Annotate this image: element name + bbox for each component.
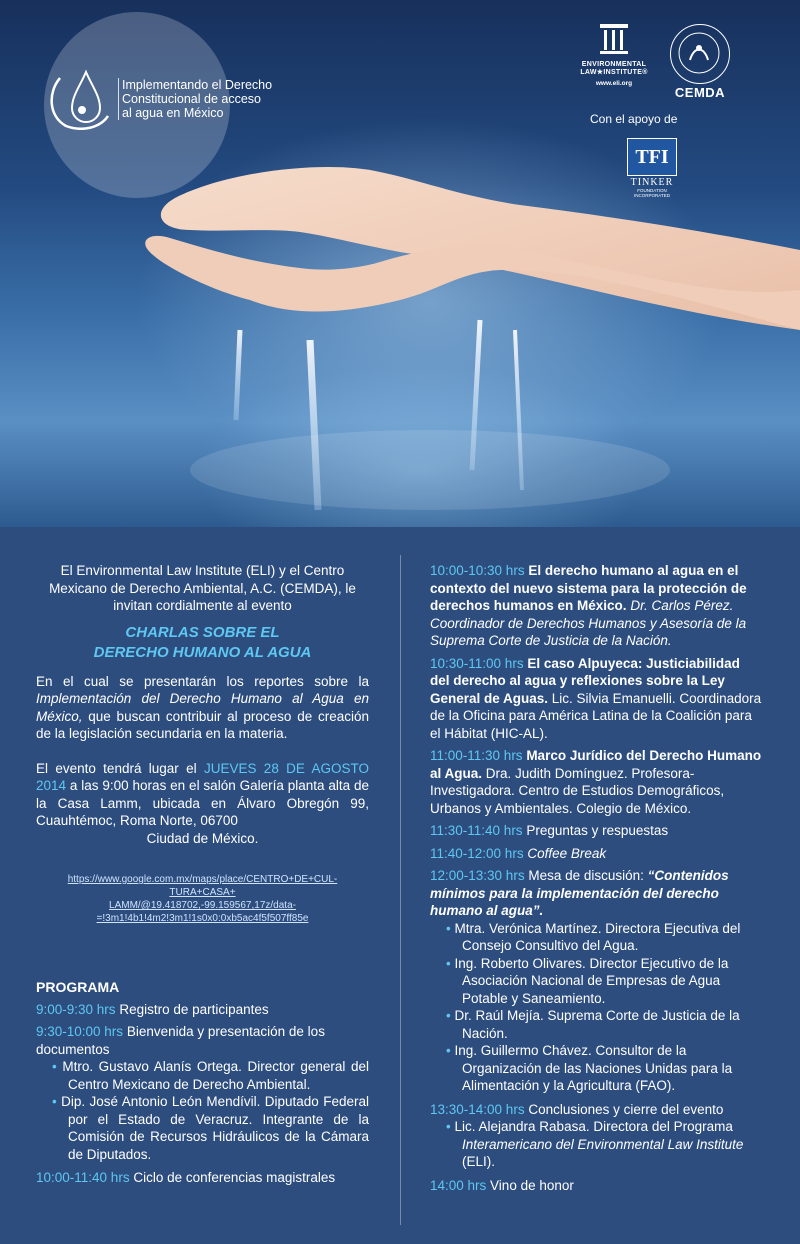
eli-name-line: LAW★INSTITUTE® [580,69,648,76]
left-column [36,562,369,1192]
logo-title-line: Implementando el Derecho [122,78,273,92]
panelist-item: • Ing. Roberto Olivares. Director Ejecutivo de la Asociación Nacional de Empresas de Agua Potable y Saneamiento. [446,955,729,1006]
event-title-line: DERECHO HUMANO AL AGUA [93,643,312,661]
column-icon [594,22,634,56]
eli-url: www.eli.org [595,80,633,87]
program-item: 9:30-10:00 hrs Bienvenida y presentación de los documentos [36,1024,325,1057]
support-text: Con el apoyo de [590,112,678,126]
panelist-item: • Dr. Raúl Mejía. Suprema Corte de Justicia de la Nación. [446,1008,740,1041]
panelist-item: • Ing. Guillermo Chávez. Consultor de la Organización de las Naciones Unidas para la Alimentación y la Agricultura (FAO). [446,1043,733,1093]
event-date: JUEVES 28 DE AGOSTO 2014 [36,760,369,793]
event-title [36,623,369,663]
tfi-name: TINKER [630,177,674,188]
talk-item: 11:00-11:30 hrs Marco Jurídico del Derecho Humano al Agua. Dra. Judith Domínguez. Profesora-Investigadora. Centro de Estudios Demográficos, Urbanos y Ambientales. Colegio de México. [430,748,762,816]
tfi-sub: INCORPORATED [634,193,670,198]
program-item: 13:30-14:00 hrs Conclusiones y cierre del evento [430,1101,724,1117]
program-item: 9:00-9:30 hrs Registro de participantes [36,1001,269,1017]
program-item: 11:30-11:40 hrs Preguntas y respuestas [430,823,669,838]
logo-title-line: Constitucional de acceso [122,92,261,106]
program-item: 10:00-11:40 hrs Ciclo de conferencias magistrales [36,1170,336,1185]
talk-item: 10:30-11:00 hrs El caso Alpuyeca: Justiciabilidad del derecho al agua y reflexiones sobre la Ley General de Aguas. Lic. Silvia Emanuelli. Coordinadora de la Oficina para América Latina de la Coalición para el Hábitat (HIC-AL). [430,655,762,741]
venue-paragraph: El evento tendrá lugar el JUEVES 28 DE AGOSTO 2014 a las 9:00 horas en el salón Galería planta alta de la Casa Lamm, ubicada en Álvaro Obregón 99, Cuauhtémoc, Roma Norte, 06700 [36,760,369,828]
hero-photo [0,0,800,527]
event-logo-title [118,78,312,120]
venue-city: Ciudad de México. [146,830,259,846]
right-column [430,562,762,1199]
water-drop-logo-icon [46,68,116,130]
logo-title-line: al agua en México [122,106,224,120]
cemda-logo [666,24,734,100]
program-item: 11:40-12:00 hrs Coffee Break [430,845,607,861]
talk-item: 10:00-10:30 hrs El derecho humano al agua en el contexto del nuevo sistema para la protección de derechos humanos en México. Dr. Carlos Pérez. Coordinador de Derechos Humanos y Asesoría de la Suprema Corte de Justicia de la Nación. [430,563,747,648]
panel-item: 12:00-13:30 hrs Mesa de discusión: “Contenidos mínimos para la implementación del derecho humano al agua”. [430,868,729,918]
speaker-item: • Lic. Alejandra Rabasa. Directora del Programa Interamericano del Environmental Law Institute (ELI). [446,1119,744,1169]
eli-name-line: ENVIRONMENTAL [581,61,647,68]
tinker-foundation-logo [626,138,678,198]
speaker-item: • Dip. José Antonio León Mendívil. Diputado Federal por el Estado de Veracruz. Integrante de la Comisión de Recursos Hidráulicos de la Cámara de Diputados. [52,1094,369,1162]
tfi-sub: FOUNDATION [637,188,667,193]
reports-paragraph: En el cual se presentarán los reportes sobre la Implementación del Derecho Humano al Agua en México, que buscan contribuir al proceso de creación de la legislación secundaria en la materia. [36,673,369,741]
eli-logo [572,22,656,87]
speaker-item: • Mtro. Gustavo Alanís Ortega. Director general del Centro Mexicano de Derecho Ambiental. [52,1059,369,1092]
panelist-item: • Mtra. Verónica Martínez. Directora Ejecutiva del Consejo Consultivo del Agua. [446,920,741,953]
tfi-box: TFI [627,138,677,176]
program-heading: PROGRAMA [36,979,120,995]
program-item: 14:00 hrs Vino de honor [430,1177,574,1193]
event-title-line: CHARLAS SOBRE EL [125,623,280,641]
cemda-label: CEMDA [674,85,726,100]
cemda-seal-icon [670,24,730,84]
invitation-text: El Environmental Law Institute (ELI) y el Centro Mexicano de Derecho Ambiental, A.C. (CEMDA), le invitan cordialmente al evento [49,563,356,613]
map-link[interactable]: https://www.google.com.mx/maps/place/CENTRO+DE+CUL- TURA+CASA+ LAMM/@19.418702,-99.159567,17z/data- =!3m1!4b1!4m2!3m1!1s0x0:0xb5ac4f5f507ff85e [67,874,338,924]
column-divider [400,555,401,1225]
